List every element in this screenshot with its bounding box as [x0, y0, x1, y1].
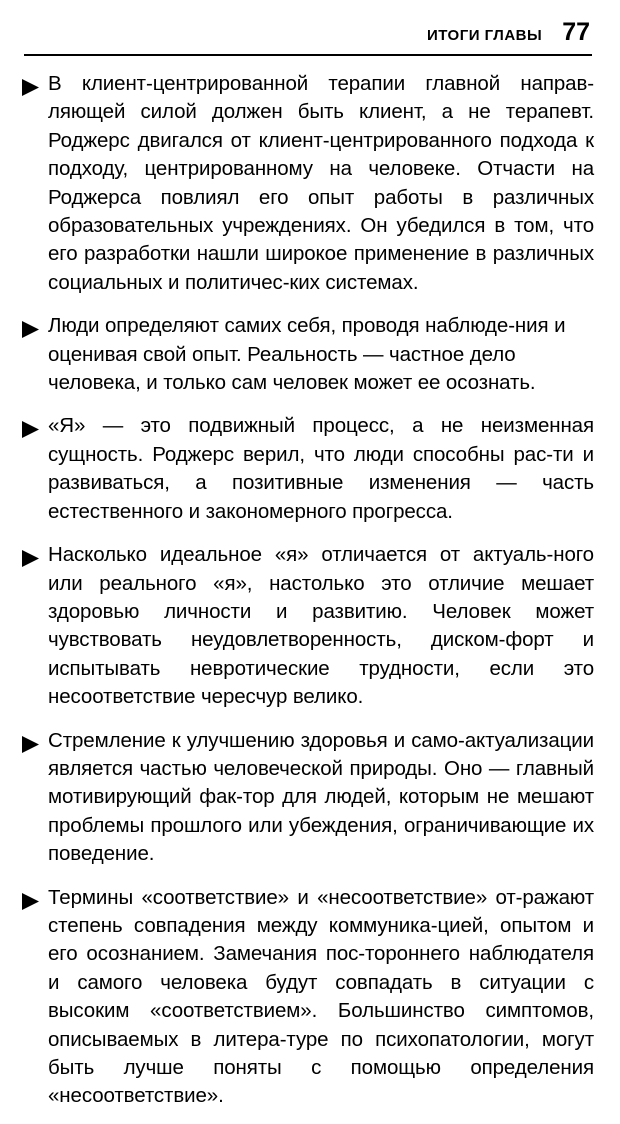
list-item-text: Люди определяют самих себя, проводя наблюде-ния и оценивая свой опыт. Реальность — частное дело человека, и только сам человек может ее осознать.: [48, 314, 566, 395]
bullet-list: [22, 70, 594, 1111]
page-number: 77: [562, 18, 590, 46]
triangle-bullet-icon: [22, 541, 48, 567]
running-head: [22, 18, 594, 44]
list-item-text: «Я» — это подвижный процесс, а не неизменная сущность. Роджерс верил, что люди способны рас-ти и развиваться, а позитивные изменения — часть естественного и закономерного прогресса.: [48, 414, 594, 523]
list-item: [22, 412, 594, 526]
triangle-bullet-icon: [22, 727, 48, 753]
list-item-text: Термины «соответствие» и «несоответствие» от-ражают степень совпадения между коммуника-цией, опытом и его осознанием. Замечания пос-тороннего наблюдателя и самого человека будут совпадать в ситуации с высоким «соответствием». Большинство симптомов, описываемых в литера-туре по психопатологии, могут быть лучше поняты с помощью определения «несоответствие».: [48, 885, 594, 1108]
list-item: [22, 727, 594, 869]
list-item: [22, 884, 594, 1111]
list-item: [22, 70, 594, 297]
list-item: [22, 541, 594, 711]
triangle-bullet-icon: [22, 884, 48, 910]
list-item: [22, 312, 594, 397]
triangle-bullet-icon: [22, 312, 48, 338]
chapter-title: ИТОГИ ГЛАВЫ: [426, 27, 543, 44]
list-item-text: Насколько идеальное «я» отличается от актуаль-ного или реального «я», настолько это отличие мешает здоровью личности и развитию. Человек может чувствовать неудовлетворенность, диском-форт и испытывать невротические трудности, если это несоответствие чересчур велико.: [48, 543, 594, 709]
header-divider: [24, 54, 592, 56]
list-item-text: В клиент-центрированной терапии главной направ-ляющей силой должен быть клиент, а не терапевт. Роджерс двигался от клиент-центрированного подхода к подходу, центрированному на человеке. Отчасти на Роджерса повлиял его опыт работы в различных образовательных учреждениях. Он убедился в том, что его разработки нашли широкое применение в различных социальных и политичес-ких системах.: [48, 72, 594, 294]
triangle-bullet-icon: [22, 412, 48, 438]
list-item-text: Стремление к улучшению здоровья и само-актуализации является частью человеческой природы. Оно — главный мотивирующий фак-тор для людей, которым не мешают проблемы прошлого или убеждения, ограничивающие их поведение.: [48, 728, 594, 866]
triangle-bullet-icon: [22, 70, 48, 96]
